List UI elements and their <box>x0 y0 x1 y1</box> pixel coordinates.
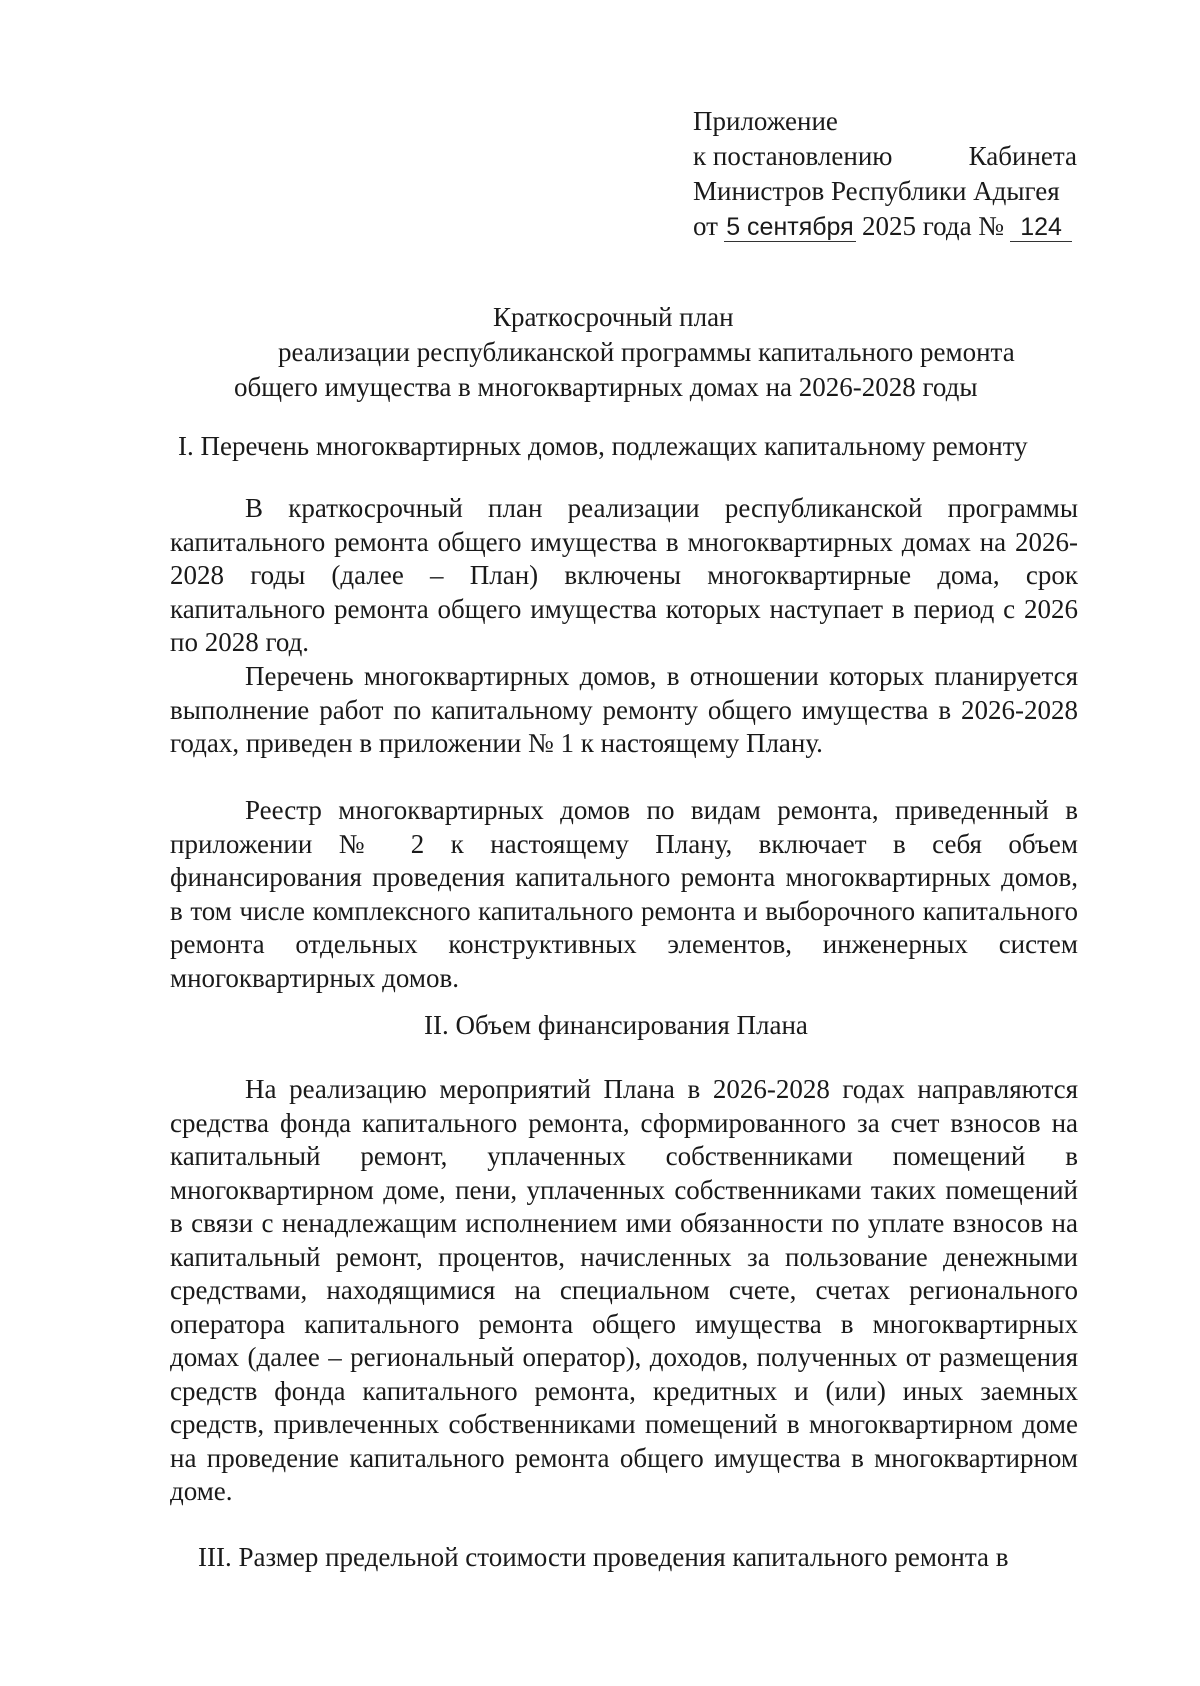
decree-number-field: 124 <box>1010 213 1072 242</box>
appendix-decree-text: к постановлению <box>693 141 893 171</box>
section-3-heading: III. Размер предельной стоимости проведения капитального ремонта в <box>198 1542 1009 1572</box>
section-1-paragraph-3: Реестр многоквартирных домов по видам ремонта, приведенный в приложении № 2 к настоящему Плану, включает в себя объем финансирования проведения капитального ремонта многоквартирных домов, в том числе комплексного капитального ремонта и выборочного капитального ремонта отдельных конструктивных элементов, инженерных систем многоквартирных домов. <box>170 795 1078 993</box>
section-2-paragraph-1: На реализацию мероприятий Плана в 2026-2028 годах направляются средства фонда капитального ремонта, сформированного за счет взносов на капитальный ремонт, уплаченных собственниками помещений в многоквартирном доме, пени, уплаченных собственниками таких помещений в связи с ненадлежащим исполнением ими обязанности по уплате взносов на капитальный ремонт, процентов, начисленных за пользование денежными средствами, находящимися на специальном счете, счетах регионального оператора капитального ремонта общего имущества в многоквартирных домах (далее – региональный оператор), доходов, полученных от размещения средств фонда капитального ремонта, кредитных и (или) иных заемных средств, привлеченных собственниками помещений в многоквартирном доме на проведение капитального ремонта общего имущества в многоквартирном доме. <box>170 1074 1078 1506</box>
appendix-ministers-line: Министров Республики Адыгея <box>693 176 1060 206</box>
section-1-paragraph-2: Перечень многоквартирных домов, в отношении которых планируется выполнение работ по капитальному ремонту общего имущества в 2026-2028 годах, приведен в приложении № 1 к настоящему Плану. <box>170 661 1078 758</box>
date-prefix: от <box>693 211 718 241</box>
title-line-1: Краткосрочный план <box>493 302 734 332</box>
appendix-cabinet-text: Кабинета <box>968 141 1077 171</box>
title-line-3: общего имущества в многоквартирных домах на 2026-2028 годы <box>234 372 978 402</box>
decree-date-field: 5 сентября <box>724 213 856 242</box>
section-2-heading: II. Объем финансирования Плана <box>424 1010 808 1040</box>
year-text: 2025 года № <box>861 211 1005 241</box>
appendix-decree-line <box>693 139 1077 174</box>
appendix-date-line <box>693 209 1077 244</box>
title-line-2: реализации республиканской программы капитального ремонта <box>278 337 1015 367</box>
section-1-heading: I. Перечень многоквартирных домов, подлежащих капитальному ремонту <box>178 431 1028 461</box>
appendix-label: Приложение <box>693 106 838 136</box>
appendix-block <box>693 104 1077 244</box>
section-1-paragraph-1: В краткосрочный план реализации республиканской программы капитального ремонта общего имущества в многоквартирных домах на 2026-2028 годы (далее – План) включены многоквартирные дома, срок капитального ремонта общего имущества которых наступает в период с 2026 по 2028 год. <box>170 493 1078 657</box>
